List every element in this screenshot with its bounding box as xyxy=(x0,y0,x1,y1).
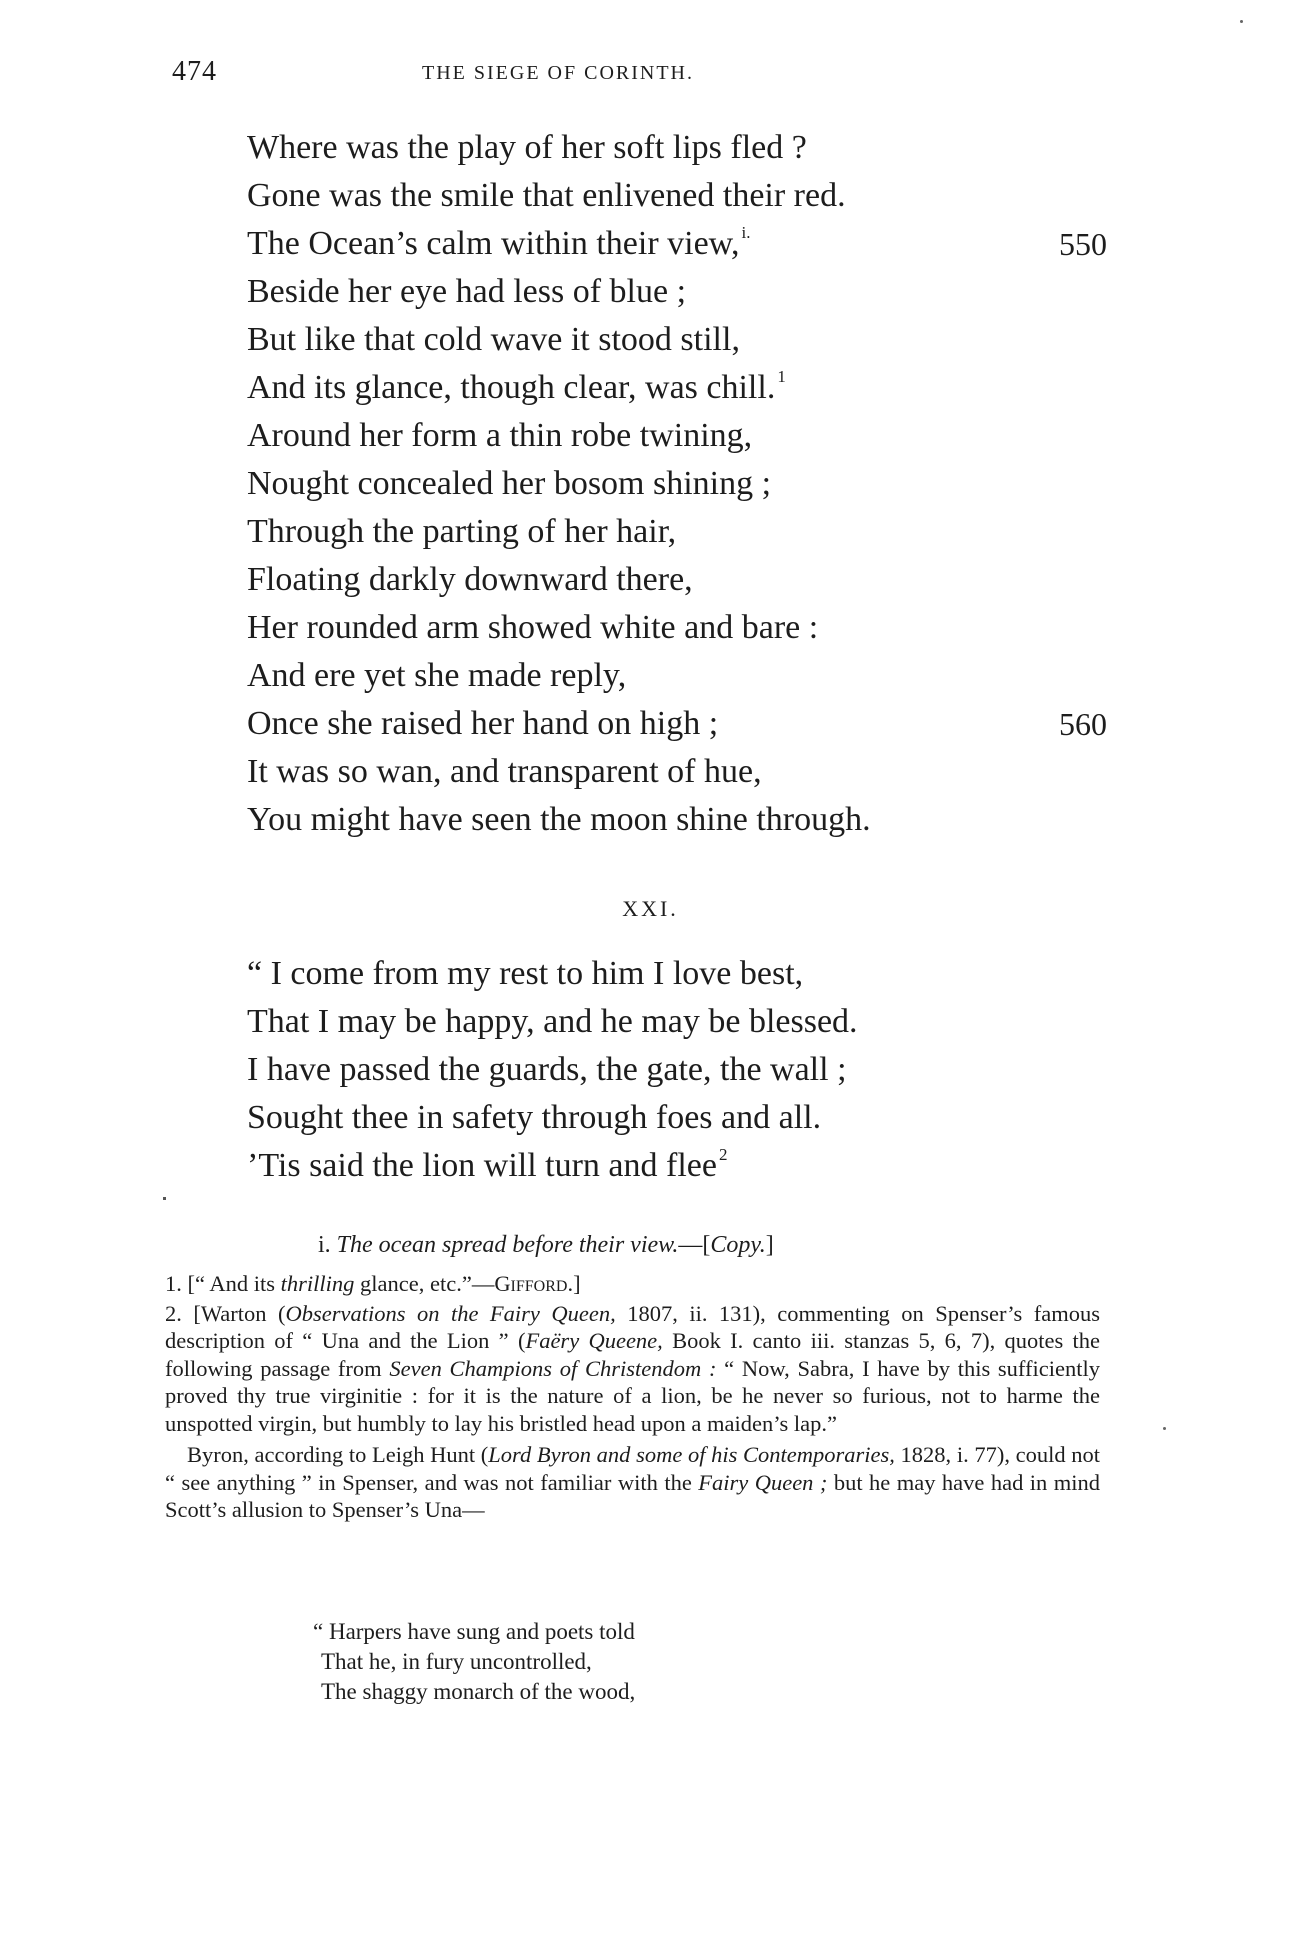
poem-line-text: It was so wan, and transparent of hue, xyxy=(247,753,762,790)
footnote-1 xyxy=(165,1270,1100,1298)
poem-line-text: And its glance, though clear, was chill. xyxy=(247,369,776,406)
footnote-text: [“ And its xyxy=(187,1271,281,1296)
running-title: THE SIEGE OF CORINTH. xyxy=(422,62,694,84)
footnote-text: 1828, i. 77), could not “ see anything ” in Spenser, and was not familiar with the xyxy=(165,1442,1101,1495)
poem-line-text: Around her form a thin robe twining, xyxy=(247,417,753,454)
footnote-marker: 2 xyxy=(718,1145,728,1164)
variant-note-dash: —[ xyxy=(678,1232,711,1258)
poem-line-text: But like that cold wave it stood still, xyxy=(247,321,740,358)
poem-line-text: Gone was the smile that enlivened their red. xyxy=(247,177,846,214)
variant-note-text: The ocean spread before their view. xyxy=(336,1232,679,1258)
poem-line-text: Her rounded arm showed white and bare : xyxy=(247,609,819,646)
page-header xyxy=(172,56,1112,100)
variant-note xyxy=(318,1228,1078,1262)
poem-line-text: Floating darkly downward there, xyxy=(247,561,693,598)
poem-line xyxy=(247,604,1107,652)
poem-line-text: “ I come from my rest to him I love best, xyxy=(247,955,804,992)
poem-line xyxy=(247,316,1107,364)
footnote-italic: thrilling xyxy=(280,1271,355,1296)
poem-line-text: You might have seen the moon shine through. xyxy=(247,801,871,838)
footnote-2 xyxy=(165,1300,1100,1438)
poem-line-text: Once she raised her hand on high ; xyxy=(247,705,719,742)
quote-line: “ Harpers have sung and poets told xyxy=(313,1619,635,1644)
poem-line xyxy=(247,124,1107,172)
variant-note-close: ] xyxy=(765,1232,774,1258)
margin-dot xyxy=(1240,20,1243,23)
footnote-italic: Fairy Queen ; xyxy=(698,1469,828,1495)
poem-stanza-xxi xyxy=(247,950,1107,1190)
footnote-text: Byron, according to Leigh Hunt ( xyxy=(187,1442,489,1467)
footnote-paragraph xyxy=(165,1441,1100,1524)
poem-line xyxy=(247,748,1107,796)
quote-line: That he, in fury uncontrolled, xyxy=(321,1649,592,1674)
poem-line xyxy=(247,220,1107,268)
footnote-marker: 1. xyxy=(165,1271,182,1296)
footnote-text: “ Now, Sabra, I have by this sufficiently proved thy true virginitie : for it is the nature of a lion, be he never so furious, not to harme the unspotted virgin, but humbly to lay his bristled head upon a maiden’s lap.” xyxy=(165,1355,1100,1436)
footnotes xyxy=(165,1270,1100,1524)
poem-line-text: Nought concealed her bosom shining ; xyxy=(247,465,772,502)
line-number: 550 xyxy=(1059,226,1107,262)
margin-mark xyxy=(163,1197,166,1200)
poem-line xyxy=(247,268,1107,316)
variant-note-source: Copy. xyxy=(710,1232,766,1258)
quote-line: The shaggy monarch of the wood, xyxy=(321,1679,636,1704)
footnote-text: Book I. canto iii. stanzas 5, 6, 7), quotes the following passage from xyxy=(165,1328,1100,1381)
footnote-text: glance, etc.”— xyxy=(354,1271,495,1296)
poem-line-text: Beside her eye had less of blue ; xyxy=(247,273,687,310)
footnote-author: Gifford xyxy=(494,1271,568,1296)
poem-line-text: And ere yet she made reply, xyxy=(247,657,627,694)
poem-line xyxy=(247,950,1107,998)
footnote-italic: Observations on the Fairy Queen, xyxy=(285,1300,616,1326)
poem-line xyxy=(247,556,1107,604)
footnote-text: [Warton ( xyxy=(193,1300,286,1326)
poem-line xyxy=(247,1094,1107,1142)
poem-line-text: The Ocean’s calm within their view, xyxy=(247,225,740,262)
section-heading: XXI. xyxy=(622,896,679,921)
poem-line xyxy=(247,652,1107,700)
poem-line xyxy=(247,796,1107,844)
poem-line xyxy=(247,508,1107,556)
poem-line xyxy=(247,700,1107,748)
margin-dot xyxy=(1163,1427,1166,1430)
line-number: 560 xyxy=(1059,706,1107,742)
poem-line xyxy=(247,172,1107,220)
poem-line-text: That I may be happy, and he may be blessed. xyxy=(247,1003,858,1040)
poem-line-text: Sought thee in safety through foes and all. xyxy=(247,1099,822,1136)
footnote-marker: 1 xyxy=(777,367,786,386)
footnote-marker: 2. xyxy=(165,1300,182,1326)
poem-line xyxy=(247,998,1107,1046)
poem-line-text: I have passed the guards, the gate, the wall ; xyxy=(247,1051,847,1088)
poem-stanza-xx-end xyxy=(247,124,1107,844)
variant-marker: i. xyxy=(741,223,751,242)
poem-line xyxy=(247,1046,1107,1094)
variant-note-marker: i. xyxy=(318,1232,331,1258)
footnote-italic: Seven Champions of Christendom : xyxy=(389,1355,717,1381)
footnote-text: 1807, ii. 131), commenting on Spenser’s famous description of “ Una and the Lion ” ( xyxy=(165,1300,1100,1353)
poem-line xyxy=(247,364,1107,412)
poem-line xyxy=(247,460,1107,508)
footnote-italic: Faëry Queene, xyxy=(525,1328,663,1353)
poem-line-text: Where was the play of her soft lips fled ? xyxy=(247,129,807,166)
poem-line-text: Through the parting of her hair, xyxy=(247,513,677,550)
poem-line xyxy=(247,1142,1107,1190)
poem-line xyxy=(247,412,1107,460)
footnote-text: but he may have had in mind Scott’s allusion to Spenser’s Una— xyxy=(165,1469,1100,1522)
block-quote xyxy=(313,1617,635,1707)
page-number: 474 xyxy=(172,56,217,87)
footnote-text: .] xyxy=(567,1271,581,1296)
footnote-italic: Lord Byron and some of his Contemporaries, xyxy=(488,1442,895,1467)
poem-line-text: ’Tis said the lion will turn and flee xyxy=(247,1147,717,1184)
